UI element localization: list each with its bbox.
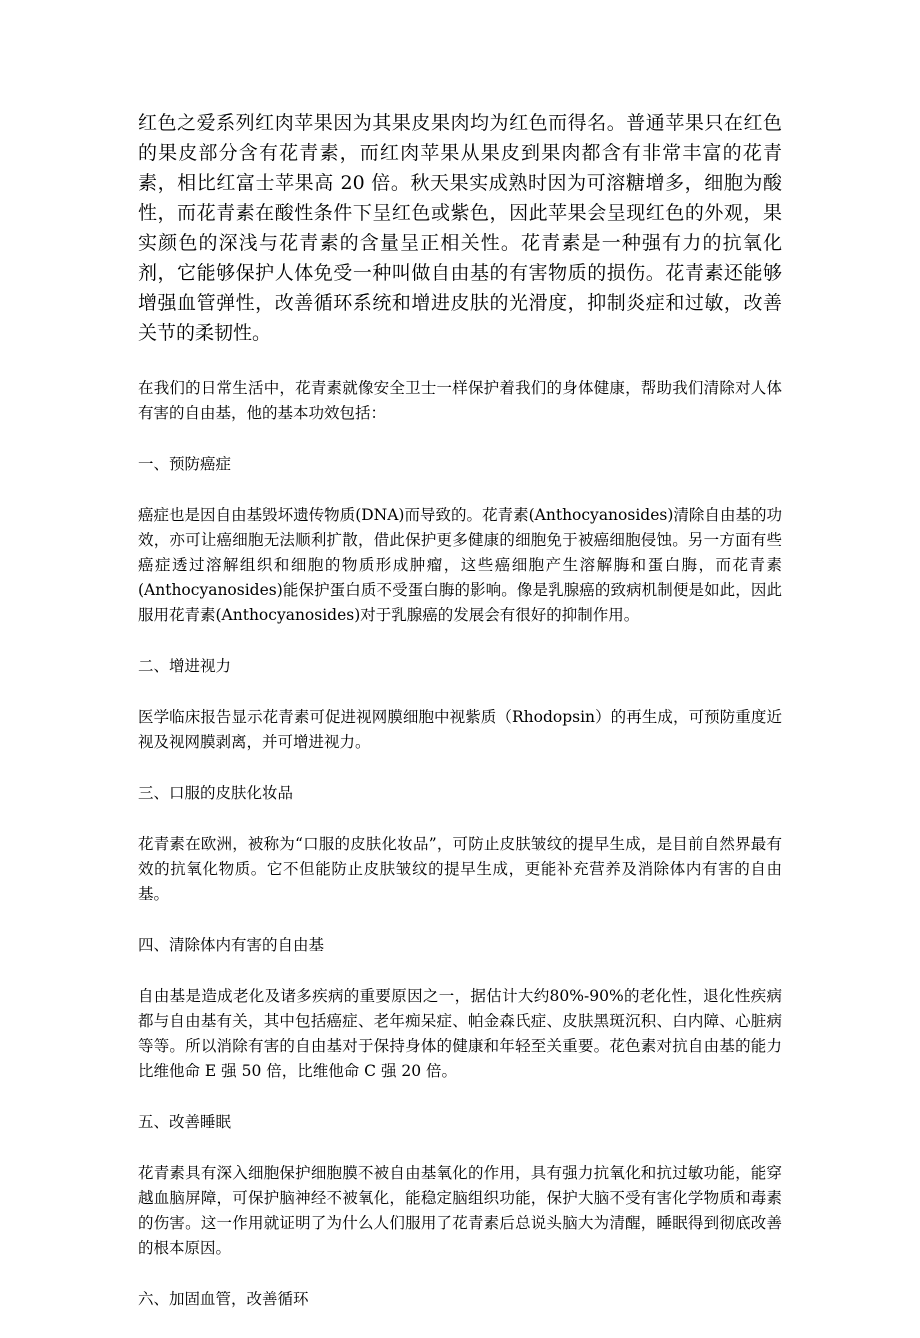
section-heading-sleep: 五、改善睡眠 xyxy=(138,1113,232,1131)
section-heading-cancer: 一、预防癌症 xyxy=(138,455,232,473)
section-heading-free-radicals: 四、清除体内有害的自由基 xyxy=(138,936,325,954)
section-heading-circulation: 六、加固血管，改善循环 xyxy=(138,1290,309,1308)
section-text-cancer: 癌症也是因自由基毁坏遗传物质(DNA)而导致的。花青素(Anthocyanosides)清除自由基的功效，亦可让癌细胞无法顺利扩散，借此保护更多健康的细胞免于被癌细胞侵蚀。另一方面有些癌症透过溶解组织和细胞的物质形成肿瘤，这些癌细胞产生溶解脢和蛋白脢，而花青素(Anthocyanosides)能保护蛋白质不受蛋白脢的影响。像是乳腺癌的致病机制便是如此，因此服用花青素(Anthocyanosides)对于乳腺癌的发展会有很好的抑制作用。 xyxy=(138,506,782,624)
intro-paragraph: 红色之爱系列红肉苹果因为其果皮果肉均为红色而得名。普通苹果只在红色的果皮部分含有花青素，而红肉苹果从果皮到果肉都含有非常丰富的花青素，相比红富士苹果高 20 倍。秋天果实成熟时因为可溶糖增多，细胞为酸性，而花青素在酸性条件下呈红色或紫色，因此苹果会呈现红色的外观，果实颜色的深浅与花青素的含量呈正相关性。花青素是一种强有力的抗氧化剂，它能够保护人体免受一种叫做自由基的有害物质的损伤。花青素还能够增强血管弹性，改善循环系统和增进皮肤的光滑度，抑制炎症和过敏，改善关节的柔韧性。 xyxy=(138,112,782,344)
section-text-skin: 花青素在欧洲，被称为“口服的皮肤化妆品”，可防止皮肤皱纹的提早生成，是目前自然界最有效的抗氧化物质。它不但能防止皮肤皱纹的提早生成，更能补充营养及消除体内有害的自由基。 xyxy=(138,835,782,903)
lead-paragraph: 在我们的日常生活中，花青素就像安全卫士一样保护着我们的身体健康，帮助我们清除对人体有害的自由基，他的基本功效包括： xyxy=(138,379,782,422)
document-page xyxy=(138,108,782,1338)
section-heading-vision: 二、增进视力 xyxy=(138,657,232,675)
section-heading-skin: 三、口服的皮肤化妆品 xyxy=(138,784,294,802)
section-text-sleep: 花青素具有深入细胞保护细胞膜不被自由基氧化的作用，具有强力抗氧化和抗过敏功能，能穿越血脑屏障，可保护脑神经不被氧化，能稳定脑组织功能，保护大脑不受有害化学物质和毒素的伤害。这一作用就证明了为什么人们服用了花青素后总说头脑大为清醒，睡眠得到彻底改善的根本原因。 xyxy=(138,1164,782,1257)
section-text-vision: 医学临床报告显示花青素可促进视网膜细胞中视紫质（Rhodopsin）的再生成，可预防重度近视及视网膜剥离，并可增进视力。 xyxy=(138,708,782,751)
section-text-free-radicals: 自由基是造成老化及诸多疾病的重要原因之一，据估计大约80%-90%的老化性，退化性疾病都与自由基有关，其中包括癌症、老年痴呆症、帕金森氏症、皮肤黑斑沉积、白内障、心脏病等等。所以消除有害的自由基对于保持身体的健康和年轻至关重要。花色素对抗自由基的能力比维他命 E 强 50 倍，比维他命 C 强 20 倍。 xyxy=(138,987,782,1080)
